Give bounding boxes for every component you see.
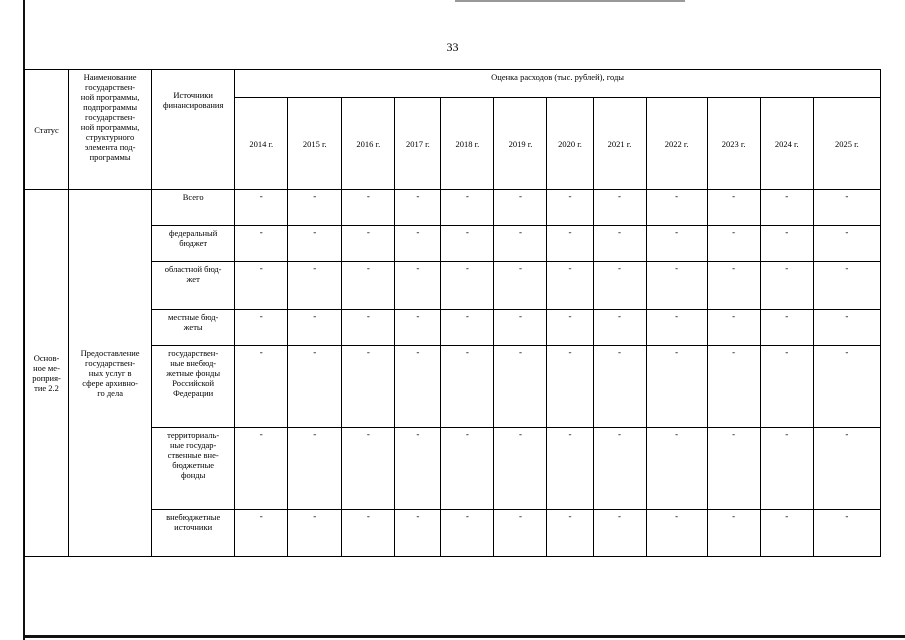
value-dash: - xyxy=(568,311,572,321)
header-status xyxy=(25,70,69,190)
value-dash: - xyxy=(313,511,317,521)
value-dash: - xyxy=(313,311,317,321)
value-dash: - xyxy=(465,227,469,237)
value-cell xyxy=(646,346,707,428)
year-label: 2018 г. xyxy=(455,138,480,149)
source-label: территориаль- ные государ- ственные вне- бюджетные фонды xyxy=(167,430,220,480)
value-cell xyxy=(342,190,395,226)
table-row xyxy=(25,226,881,262)
value-cell xyxy=(441,190,494,226)
value-dash: - xyxy=(366,347,370,357)
value-dash: - xyxy=(732,227,736,237)
value-cell xyxy=(646,310,707,346)
value-cell xyxy=(342,428,395,510)
value-cell xyxy=(441,310,494,346)
value-cell xyxy=(395,510,441,557)
status-cell xyxy=(25,190,69,557)
value-cell xyxy=(288,346,342,428)
value-cell xyxy=(547,190,593,226)
value-dash: - xyxy=(675,263,679,273)
value-cell xyxy=(235,428,288,510)
value-dash: - xyxy=(675,347,679,357)
value-cell xyxy=(494,346,547,428)
value-dash: - xyxy=(366,227,370,237)
table-row xyxy=(25,510,881,557)
value-cell xyxy=(441,346,494,428)
value-dash: - xyxy=(845,263,849,273)
value-dash: - xyxy=(845,511,849,521)
value-dash: - xyxy=(568,429,572,439)
value-dash: - xyxy=(785,429,789,439)
value-cell xyxy=(494,428,547,510)
table-row xyxy=(25,346,881,428)
source-cell xyxy=(152,262,235,310)
value-dash: - xyxy=(568,191,572,201)
value-dash: - xyxy=(845,347,849,357)
value-cell xyxy=(547,262,593,310)
value-cell xyxy=(760,190,813,226)
value-dash: - xyxy=(618,227,622,237)
value-cell xyxy=(288,510,342,557)
value-dash: - xyxy=(465,347,469,357)
source-cell xyxy=(152,428,235,510)
value-cell xyxy=(441,428,494,510)
year-header xyxy=(441,98,494,190)
value-dash: - xyxy=(416,511,420,521)
value-cell xyxy=(646,262,707,310)
year-label: 2023 г. xyxy=(721,138,746,149)
source-cell xyxy=(152,190,235,226)
value-dash: - xyxy=(845,191,849,201)
value-dash: - xyxy=(416,429,420,439)
value-cell xyxy=(646,428,707,510)
value-dash: - xyxy=(675,511,679,521)
value-dash: - xyxy=(313,429,317,439)
value-dash: - xyxy=(618,263,622,273)
value-cell xyxy=(342,510,395,557)
value-cell xyxy=(593,226,646,262)
value-cell xyxy=(593,310,646,346)
value-dash: - xyxy=(366,511,370,521)
value-dash: - xyxy=(465,311,469,321)
value-dash: - xyxy=(732,311,736,321)
value-cell xyxy=(547,310,593,346)
value-dash: - xyxy=(618,311,622,321)
value-dash: - xyxy=(618,429,622,439)
value-dash: - xyxy=(618,191,622,201)
value-dash: - xyxy=(845,429,849,439)
value-cell xyxy=(288,262,342,310)
value-dash: - xyxy=(465,263,469,273)
value-cell xyxy=(760,346,813,428)
scan-edge-mark xyxy=(455,0,685,2)
value-cell xyxy=(235,346,288,428)
year-header xyxy=(646,98,707,190)
year-header xyxy=(547,98,593,190)
value-cell xyxy=(547,346,593,428)
year-header xyxy=(395,98,441,190)
value-cell xyxy=(342,226,395,262)
header-sources-label: Источники финансирования xyxy=(162,90,224,110)
header-estimate xyxy=(235,70,881,98)
source-label: государствен- ные внебюд- жетные фонды Российской Федерации xyxy=(166,348,221,398)
year-header xyxy=(494,98,547,190)
value-dash: - xyxy=(259,311,263,321)
value-cell xyxy=(288,226,342,262)
header-row-1 xyxy=(25,70,881,98)
expenditure-table xyxy=(24,69,881,557)
value-dash: - xyxy=(465,511,469,521)
value-cell xyxy=(760,510,813,557)
year-label: 2020 г. xyxy=(558,138,582,149)
value-cell xyxy=(494,262,547,310)
value-dash: - xyxy=(785,263,789,273)
value-dash: - xyxy=(732,347,736,357)
value-dash: - xyxy=(732,511,736,521)
value-cell xyxy=(813,346,880,428)
table-row xyxy=(25,310,881,346)
year-label: 2015 г. xyxy=(302,138,327,149)
year-header xyxy=(235,98,288,190)
value-cell xyxy=(395,226,441,262)
value-cell xyxy=(288,428,342,510)
value-cell xyxy=(813,262,880,310)
header-estimate-label: Оценка расходов (тыс. рублей), годы xyxy=(491,72,625,82)
table-row xyxy=(25,262,881,310)
year-label: 2022 г. xyxy=(664,138,689,149)
year-label: 2019 г. xyxy=(508,138,533,149)
value-cell xyxy=(395,346,441,428)
value-dash: - xyxy=(313,263,317,273)
value-cell xyxy=(342,310,395,346)
value-cell xyxy=(707,428,760,510)
header-name-label: Наименование государствен- ной программы, подпрограммы государствен- ной программы, структурного элемента под- программы xyxy=(80,72,140,162)
value-dash: - xyxy=(259,429,263,439)
value-dash: - xyxy=(259,191,263,201)
value-cell xyxy=(593,428,646,510)
value-dash: - xyxy=(465,191,469,201)
value-cell xyxy=(593,510,646,557)
value-dash: - xyxy=(259,227,263,237)
value-dash: - xyxy=(366,191,370,201)
source-label: местные бюд- жеты xyxy=(167,312,219,332)
year-header xyxy=(342,98,395,190)
value-dash: - xyxy=(568,227,572,237)
value-dash: - xyxy=(518,227,522,237)
value-cell xyxy=(494,310,547,346)
value-cell xyxy=(494,510,547,557)
value-dash: - xyxy=(313,227,317,237)
value-dash: - xyxy=(518,191,522,201)
value-cell xyxy=(235,190,288,226)
value-dash: - xyxy=(675,311,679,321)
value-cell xyxy=(707,190,760,226)
value-dash: - xyxy=(366,311,370,321)
value-dash: - xyxy=(732,429,736,439)
value-cell xyxy=(707,262,760,310)
value-cell xyxy=(646,510,707,557)
value-dash: - xyxy=(416,263,420,273)
value-cell xyxy=(235,310,288,346)
value-dash: - xyxy=(518,347,522,357)
value-dash: - xyxy=(568,263,572,273)
value-cell xyxy=(547,226,593,262)
source-label: областной бюд- жет xyxy=(164,264,222,284)
value-dash: - xyxy=(618,511,622,521)
year-label: 2017 г. xyxy=(405,138,430,149)
year-header xyxy=(707,98,760,190)
table-row xyxy=(25,428,881,510)
table-row xyxy=(25,190,881,226)
value-cell xyxy=(441,262,494,310)
value-dash: - xyxy=(845,227,849,237)
header-sources xyxy=(152,70,235,190)
year-label: 2024 г. xyxy=(774,138,799,149)
value-cell xyxy=(593,262,646,310)
value-dash: - xyxy=(518,263,522,273)
value-cell xyxy=(395,262,441,310)
value-dash: - xyxy=(416,191,420,201)
value-cell xyxy=(547,510,593,557)
value-cell xyxy=(593,346,646,428)
header-name xyxy=(69,70,152,190)
page-number: 33 xyxy=(446,40,459,54)
value-dash: - xyxy=(366,429,370,439)
value-dash: - xyxy=(785,511,789,521)
value-dash: - xyxy=(416,347,420,357)
value-cell xyxy=(494,190,547,226)
value-cell xyxy=(760,226,813,262)
value-cell xyxy=(646,190,707,226)
value-cell xyxy=(707,346,760,428)
value-cell xyxy=(235,226,288,262)
value-dash: - xyxy=(518,311,522,321)
value-dash: - xyxy=(675,429,679,439)
value-cell xyxy=(441,510,494,557)
source-cell xyxy=(152,310,235,346)
value-cell xyxy=(707,226,760,262)
source-cell xyxy=(152,346,235,428)
value-cell xyxy=(760,262,813,310)
value-dash: - xyxy=(313,347,317,357)
value-cell xyxy=(813,190,880,226)
value-dash: - xyxy=(618,347,622,357)
value-dash: - xyxy=(416,227,420,237)
program-name-value: Предоставление государствен- ных услуг в сфере архивно- го дела xyxy=(80,348,140,398)
year-label: 2025 г. xyxy=(834,138,859,149)
value-dash: - xyxy=(785,191,789,201)
value-dash: - xyxy=(416,311,420,321)
value-cell xyxy=(494,226,547,262)
value-cell xyxy=(760,310,813,346)
source-label: федеральный бюджет xyxy=(169,228,218,248)
value-cell xyxy=(813,310,880,346)
value-cell xyxy=(395,428,441,510)
value-cell xyxy=(342,346,395,428)
value-dash: - xyxy=(675,227,679,237)
value-dash: - xyxy=(785,227,789,237)
value-cell xyxy=(707,510,760,557)
value-dash: - xyxy=(259,263,263,273)
year-header xyxy=(288,98,342,190)
status-value: Основ- ное ме- роприя- тие 2.2 xyxy=(32,353,61,393)
year-header xyxy=(813,98,880,190)
year-label: 2016 г. xyxy=(356,138,381,149)
source-label: Всего xyxy=(182,192,204,202)
value-dash: - xyxy=(732,263,736,273)
value-cell xyxy=(395,190,441,226)
value-dash: - xyxy=(518,511,522,521)
value-dash: - xyxy=(259,347,263,357)
value-cell xyxy=(235,262,288,310)
value-dash: - xyxy=(785,347,789,357)
value-cell xyxy=(288,190,342,226)
value-cell xyxy=(547,428,593,510)
value-cell xyxy=(813,510,880,557)
value-dash: - xyxy=(568,347,572,357)
source-cell xyxy=(152,226,235,262)
value-dash: - xyxy=(313,191,317,201)
value-cell xyxy=(707,310,760,346)
value-cell xyxy=(395,310,441,346)
value-cell xyxy=(288,310,342,346)
program-name-cell xyxy=(69,190,152,557)
value-dash: - xyxy=(366,263,370,273)
year-label: 2021 г. xyxy=(607,138,632,149)
value-dash: - xyxy=(518,429,522,439)
value-cell xyxy=(760,428,813,510)
source-cell xyxy=(152,510,235,557)
year-header xyxy=(593,98,646,190)
value-cell xyxy=(813,428,880,510)
value-dash: - xyxy=(465,429,469,439)
value-cell xyxy=(813,226,880,262)
value-cell xyxy=(441,226,494,262)
value-dash: - xyxy=(785,311,789,321)
source-label: внебюджетные источники xyxy=(166,512,221,532)
value-dash: - xyxy=(568,511,572,521)
value-cell xyxy=(593,190,646,226)
value-cell xyxy=(646,226,707,262)
year-header xyxy=(760,98,813,190)
value-cell xyxy=(235,510,288,557)
value-dash: - xyxy=(732,191,736,201)
scan-border-bottom xyxy=(23,635,905,638)
value-dash: - xyxy=(259,511,263,521)
value-cell xyxy=(342,262,395,310)
year-label: 2014 г. xyxy=(249,138,274,149)
value-dash: - xyxy=(675,191,679,201)
header-status-label: Статус xyxy=(34,124,59,135)
value-dash: - xyxy=(845,311,849,321)
